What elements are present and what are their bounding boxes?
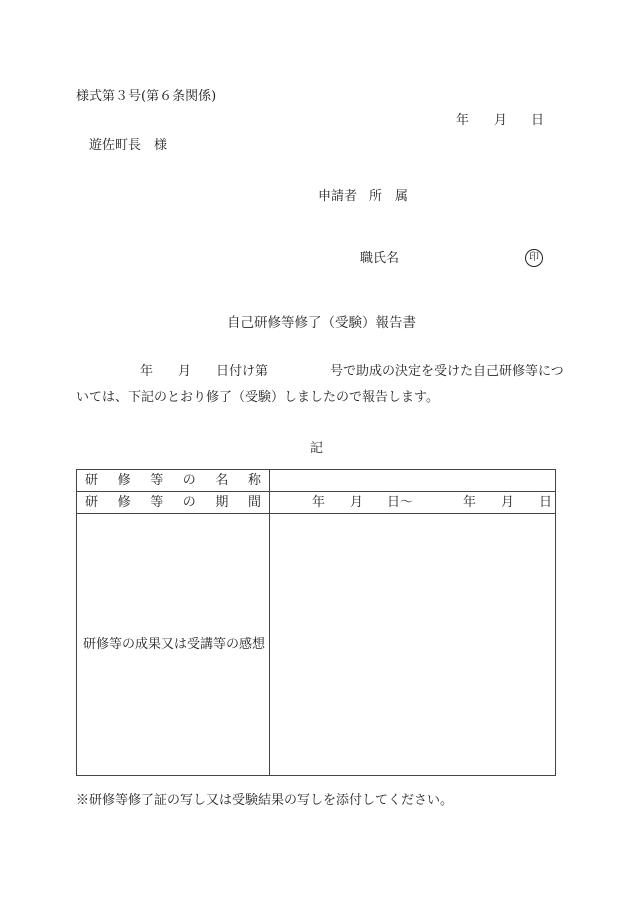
name-char: の [182,473,196,488]
name-char: 修 [117,473,131,488]
period-to-year: 年 [463,495,477,510]
affiliation-label: 所 属 [369,189,409,204]
document-title: 自己研修等修了（受験）報告書 [227,315,416,331]
applicant-label: 申請者 [318,189,358,204]
ki-label: 記 [310,441,324,456]
name-char: 名 [215,473,229,488]
period-char: 研 [85,495,99,510]
date-day-label: 日 [531,113,545,128]
name-char: 研 [85,473,99,488]
report-table [76,469,556,776]
name-char: 称 [247,473,261,488]
addressee: 遊佐町長 様 [89,138,168,153]
name-label: 職氏名 [360,251,400,266]
seal-mark: 印 [525,249,543,267]
body-date-suffix: 日付け第 [216,364,269,379]
result-label: 研修等の成果又は受講等の感想 [83,637,266,652]
period-char: 間 [247,495,261,510]
period-from-year: 年 [312,495,326,510]
result-value-cell[interactable] [270,514,555,775]
period-char: 期 [215,495,229,510]
table-divider-1 [77,491,555,492]
period-to-day: 日 [539,495,553,510]
name-char: 等 [150,473,164,488]
period-char: 等 [150,495,164,510]
period-char: の [182,495,196,510]
period-from-month: 月 [350,495,364,510]
date-year-label: 年 [456,113,470,128]
date-month-label: 月 [494,113,508,128]
body-year: 年 [140,364,154,379]
body-month: 月 [178,364,192,379]
body-line2: いては、下記のとおり修了（受験）しましたので報告します。 [76,390,439,405]
form-number: 様式第３号(第６条関係) [76,89,217,104]
period-row-label [85,495,261,511]
period-from-day: 日〜 [387,495,414,510]
name-value-cell[interactable] [270,470,555,491]
name-row-label [85,473,261,489]
period-to-month: 月 [501,495,515,510]
body-line1-rest: 号で助成の決定を受けた自己研修等につ [330,364,564,379]
period-char: 修 [117,495,131,510]
attachment-note: ※研修等修了証の写し又は受験結果の写しを添付してください。 [76,793,454,808]
